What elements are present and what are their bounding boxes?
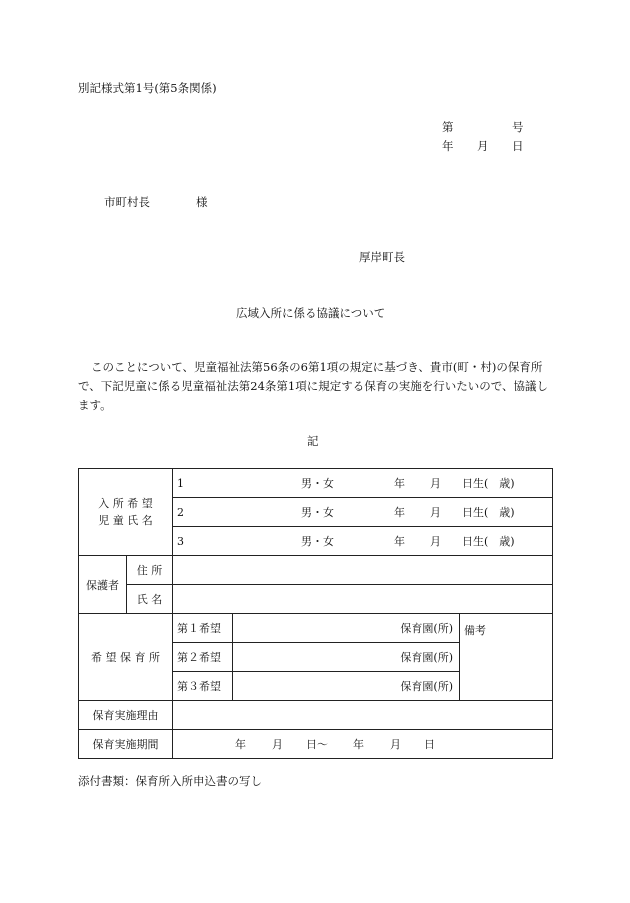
child-birth-day-age: 日生( 歳) <box>462 506 515 519</box>
choice-suffix: 保育園(所) <box>400 680 453 693</box>
body-line-2: で、下記児童に係る児童福祉法第24条第1項に規定する保育の実施を行いたいので、協議し <box>78 379 548 393</box>
guardian-label: 保護者 <box>79 556 127 614</box>
child-num: 1 <box>177 477 184 490</box>
period-label: 保育実施期間 <box>79 730 173 759</box>
child-birth-month: 月 <box>430 477 441 490</box>
child-birth-year: 年 <box>394 535 405 548</box>
period-field[interactable] <box>173 730 553 759</box>
children-label-line1: 入 所 希 望 <box>98 497 153 510</box>
guardian-name-row <box>79 585 553 614</box>
body-line-1: このことについて、児童福祉法第56条の6第1項の規定に基づき、貴市(町・村)の保育所 <box>91 360 543 374</box>
child-birth-year: 年 <box>394 506 405 519</box>
address-label: 住 所 <box>127 556 173 585</box>
remarks-label: 備考 <box>464 624 486 637</box>
doc-number-gou: 号 <box>512 120 524 134</box>
period-end-year: 年 <box>353 738 364 751</box>
child-sex: 男・女 <box>301 535 334 548</box>
child-birth-day-age: 日生( 歳) <box>462 477 515 490</box>
choice-suffix: 保育園(所) <box>400 622 453 635</box>
reason-row <box>79 701 553 730</box>
doc-title: 広域入所に係る協議について <box>236 306 386 320</box>
reason-label: 保育実施理由 <box>79 701 173 730</box>
child-row-1 <box>79 469 553 498</box>
child-num: 3 <box>177 535 184 548</box>
choice-label: 第２希望 <box>173 643 233 672</box>
child-entry[interactable] <box>173 469 553 498</box>
period-end-month: 月 <box>390 738 401 751</box>
child-num: 2 <box>177 506 184 519</box>
nursery-choice-row-1 <box>79 614 553 643</box>
period-end-day: 日 <box>424 738 435 751</box>
child-sex: 男・女 <box>301 506 334 519</box>
child-birth-month: 月 <box>430 506 441 519</box>
period-start-month: 月 <box>272 738 283 751</box>
choice-suffix: 保育園(所) <box>400 651 453 664</box>
choice-label: 第１希望 <box>173 614 233 643</box>
addressee-title: 市町村長 <box>104 195 150 209</box>
attachment-note: 添付書類：保育所入所申込書の写し <box>78 774 262 788</box>
addressee-honorific: 様 <box>196 195 208 209</box>
period-row <box>79 730 553 759</box>
child-birth-day-age: 日生( 歳) <box>462 535 515 548</box>
choice-field[interactable] <box>233 614 460 643</box>
child-birth-year: 年 <box>394 477 405 490</box>
date-day: 日 <box>512 139 524 153</box>
choice-field[interactable] <box>233 672 460 701</box>
sender: 厚岸町長 <box>359 250 405 264</box>
child-entry[interactable] <box>173 527 553 556</box>
period-start-year: 年 <box>235 738 246 751</box>
child-entry[interactable] <box>173 498 553 527</box>
choice-label: 第３希望 <box>173 672 233 701</box>
doc-number-dai: 第 <box>442 120 454 134</box>
children-label-line2: 児 童 氏 名 <box>98 514 153 527</box>
choice-field[interactable] <box>233 643 460 672</box>
name-label: 氏 名 <box>127 585 173 614</box>
date-year: 年 <box>442 139 454 153</box>
nursery-label: 希 望 保 育 所 <box>79 614 173 701</box>
guardian-address-row <box>79 556 553 585</box>
reason-field[interactable] <box>173 701 553 730</box>
period-start-day: 日〜 <box>306 738 328 751</box>
remarks-cell[interactable] <box>460 614 553 701</box>
children-label-cell <box>79 469 173 556</box>
ki-heading: 記 <box>307 434 319 448</box>
date-month: 月 <box>477 139 489 153</box>
child-sex: 男・女 <box>301 477 334 490</box>
address-field[interactable] <box>173 556 553 585</box>
child-birth-month: 月 <box>430 535 441 548</box>
form-number: 別記様式第1号(第5条関係) <box>78 81 217 95</box>
name-field[interactable] <box>173 585 553 614</box>
body-line-3: ます。 <box>78 398 112 412</box>
application-table <box>78 468 553 759</box>
